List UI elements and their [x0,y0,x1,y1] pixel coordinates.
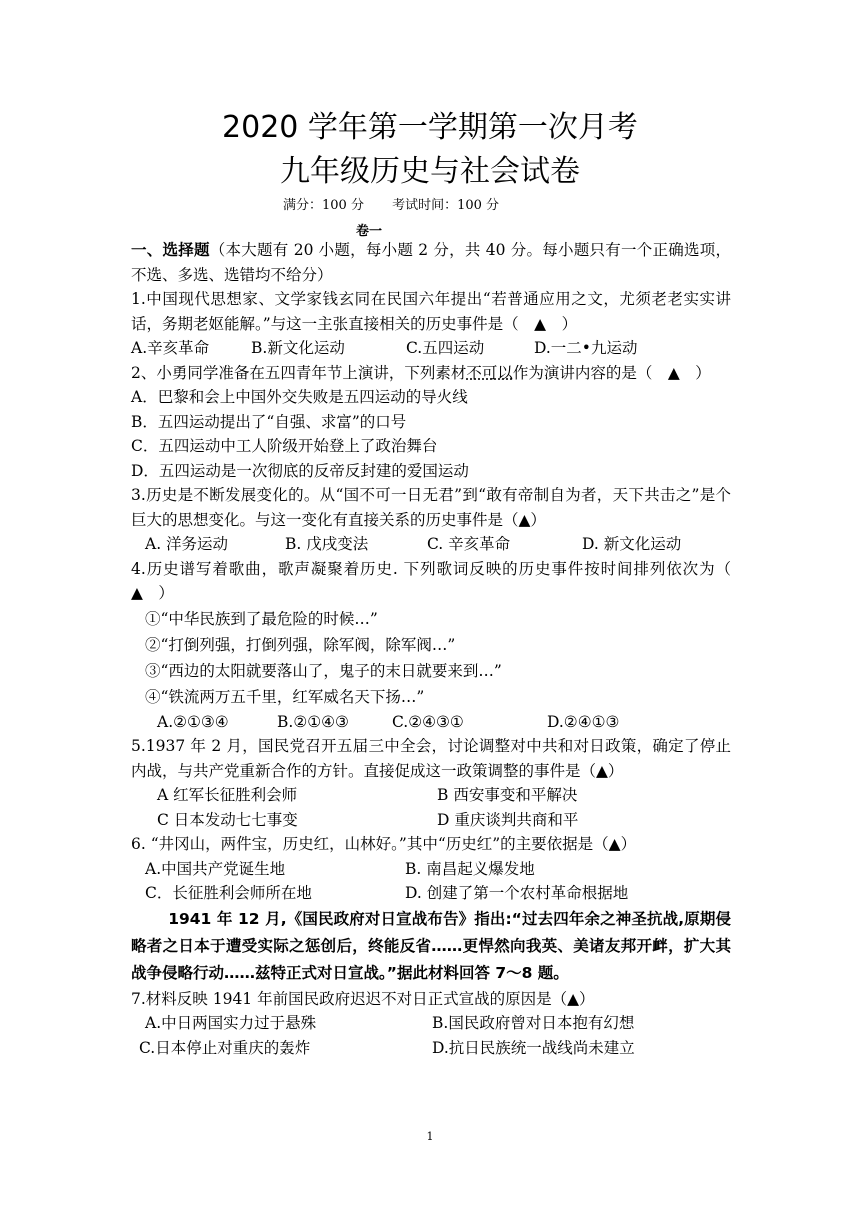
stem-text-end: 作为演讲内容的是（ ▲ ） [512,363,711,382]
question-6-options-row2 [131,881,731,906]
option-c: C 日本发动七七事变 [157,810,298,829]
option-b: B. 戊戌变法 [285,535,369,553]
question-7-stem: 7.材料反映 1941 年前国民政府迟迟不对日正式宣战的原因是（▲） [131,989,595,1008]
option-b: B.②①④③ [277,712,349,731]
option-b: B.国民政府曾对日本抱有幻想 [432,1014,635,1032]
question-2-stem [131,361,731,386]
exam-meta [283,197,523,215]
question-7-options-row2 [131,1036,731,1061]
lyric-2: ②“打倒列强，打倒列强，除军阀，除军阀…” [145,635,456,654]
question-5-options-row2 [131,808,731,833]
option-b: B. 南昌起义爆发地 [405,859,535,878]
full-score: 满分：100 分 [283,198,364,213]
option-d: D.抗日民族统一战线尚未建立 [432,1038,635,1057]
emphasis-text: 不可以 [466,363,513,382]
lyric-4: ④“铁流两万五千里，红军威名天下扬…” [145,687,425,706]
option-c: C.②④③① [392,712,464,731]
question-3-stem: 3.历史是不断发展变化的。从“国不可一日无君”到“敢有帝制自为者，天下共击之”是个巨大的思想变化。与这一变化有直接关系的历史事件是（▲） [131,486,731,529]
question-1-stem: 1.中国现代思想家、文学家钱玄同在民国六年提出“若普通应用之文，尤须老老实实讲话，务期老妪能解。”与这一主张直接相关的历史事件是（ ▲ ） [131,290,731,333]
option-a: A.②①③④ [157,712,229,731]
option-c: C.日本停止对重庆的轰炸 [139,1038,311,1057]
option-a: A 红军长征胜利会师 [157,786,298,804]
volume-label: 卷一 [356,224,383,239]
option-b: B.新文化运动 [251,339,345,357]
section-instructions: （本大题有 20 小题，每小题 2 分，共 40 分。每小题只有一个正确选项，不选、多选、选错均不给分） [131,241,731,284]
reading-material: 1941 年 12 月,《国民政府对日宣战布告》指出:“过去四年余之神圣抗战,原期侵略者之日本于遭受实际之惩创后，终能反省……更悍然向我英、美诸友邦开衅，扩大其战争侵略行动……兹特正式对日宣战。”据此材料回答 7～8 题。 [131,909,731,982]
question-6-options-row1 [131,857,731,882]
option-a: A.中日两国实力过于悬殊 [145,1014,317,1032]
option-a: A.中国共产党诞生地 [145,859,286,878]
section-title: 一、选择题 [131,240,210,259]
section-heading [131,238,731,287]
question-1-options [131,336,731,361]
question-2-option-c: C．五四运动中工人阶级开始登上了政治舞台 [131,437,438,455]
question-4-options [131,710,731,735]
question-3-options [131,532,731,557]
question-6-stem: 6. “井冈山，两件宝，历史红，山林好。”其中“历史红”的主要依据是（▲） [131,835,637,853]
option-a: A. 洋务运动 [145,535,229,553]
question-2-option-b: B．五四运动提出了“自强、求富”的口号 [131,412,407,431]
question-content [131,238,747,1060]
exam-subtitle: 九年级历史与社会试卷 [280,154,580,189]
question-5-stem: 5.1937 年 2 月，国民党召开五届三中全会，讨论调整对中共和对日政策，确定了停止 内战，与共产党重新合作的方针。直接促成这一政策调整的事件是（▲） [131,737,731,780]
option-c: C．长征胜利会师所在地 [145,884,312,902]
option-d: D.一二•九运动 [534,339,638,357]
question-4-stem: 4.历史谱写着歌曲，歌声凝聚着历史. 下列歌词反映的历史事件按时间排列依次为（ ▲ ） [131,559,747,602]
option-d: D.②④①③ [547,712,620,731]
option-c: C. 辛亥革命 [427,535,511,553]
option-d: D. 新文化运动 [582,535,682,553]
exam-title: 2020 学年第一学期第一次月考 [222,110,638,145]
option-a: A.辛亥革命 [131,339,210,357]
question-2-option-d: D．五四运动是一次彻底的反帝反封建的爱国运动 [131,461,469,480]
question-5-options-row1 [131,783,731,808]
option-c: C.五四运动 [406,339,485,357]
option-d: D 重庆谈判共商和平 [437,810,579,829]
stem-text: 2、小勇同学准备在五四青年节上演讲，下列素材 [131,363,467,382]
option-b: B 西安事变和平解决 [437,786,578,804]
lyric-1: ①“中华民族到了最危险的时候…” [145,609,378,628]
question-2-option-a: A．巴黎和会上中国外交失败是五四运动的导火线 [131,388,468,406]
question-7-options-row1 [131,1011,731,1036]
exam-time: 考试时间：100 分 [392,198,500,213]
page-number: 1 [426,1130,434,1143]
option-d: D. 创建了第一个农村革命根据地 [405,884,629,902]
lyric-3: ③“西边的太阳就要落山了，鬼子的末日就要来到…” [145,661,502,680]
